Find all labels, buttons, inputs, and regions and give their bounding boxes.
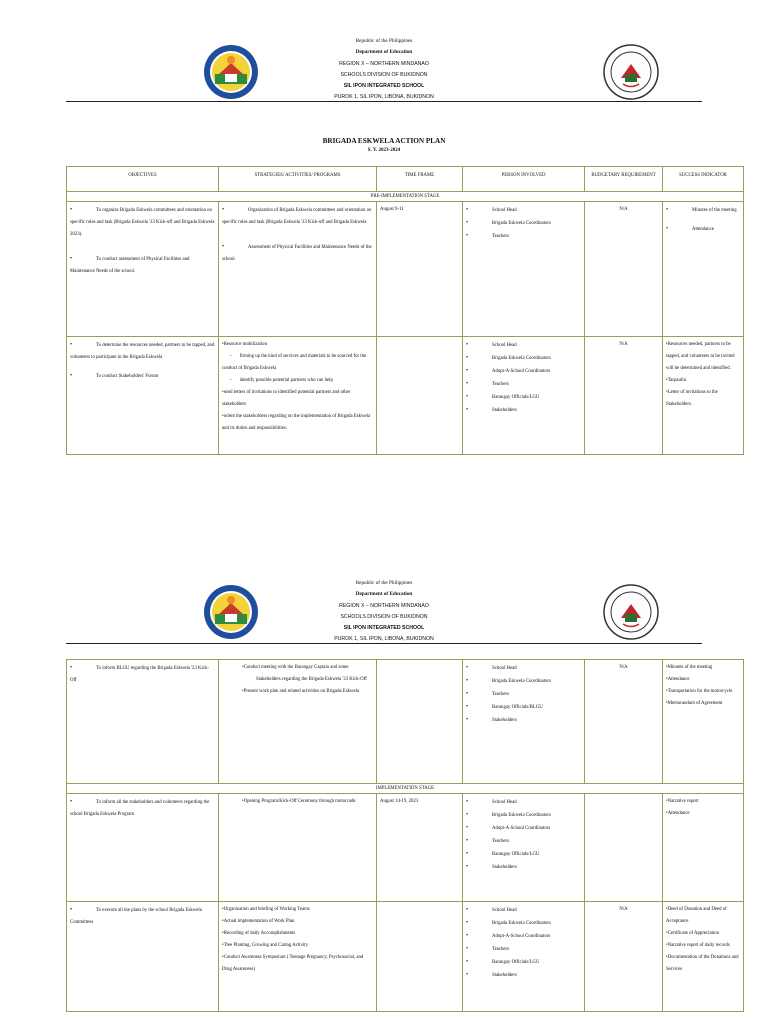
objectives-cell: • To inform all the stakeholders and volunteers regarding the school Brigada Eskwela Program (67, 794, 219, 902)
list-item: • Brigada Eskwela Coordinators (466, 220, 551, 226)
table-header-row (67, 167, 744, 192)
school-address: PUROK 1, SIL IPON, LIBONA, BUKIDNON (334, 94, 434, 101)
col-person-involved: PERSON INVOLVED (463, 167, 585, 192)
list-item: • Stakeholders (466, 972, 517, 978)
republic-line: Republic of the Philippines (355, 38, 413, 44)
action-plan-table-continued (66, 659, 744, 1012)
region-line: REGION X – NORTHERN MINDANAO (339, 60, 429, 67)
table-row (67, 660, 744, 784)
list-item: • Teachers (466, 691, 509, 697)
col-success-indicator: SUCCESS INDICATOR (663, 167, 744, 192)
school-name: SIL IPON INTEGRATED SCHOOL (343, 625, 425, 632)
objectives-cell: • To execute all the plans by the school Brigada Eskwela Committees (67, 902, 219, 1012)
list-item: • Teachers (466, 838, 509, 844)
list-item: • School Head (466, 665, 517, 671)
stage-label: IMPLEMENTATION STAGE (67, 784, 744, 794)
success-indicator-cell: •Resources needed, partners to be tapped, and volunteers to be invited will be determined and identified. •Tarpaulin •Letter of invitations to the Stakeholders. (663, 337, 744, 455)
list-item: • Barangay Officials/BLGU (466, 704, 543, 710)
department-line: Department of Education (355, 591, 413, 598)
col-budget: BUDGETARY REQUIREMENT (585, 167, 663, 192)
list-item: • School Head (466, 342, 517, 348)
list-item: • Barangay Officials/LGU (466, 851, 540, 857)
list-item: • Teachers (466, 381, 509, 387)
strategies-cell: • Organization of Brigada Eskwela committees and orientation on specific roles and task (Brigada Eskwela '23 Kick-off and Brigada Eskwela • Assessment of Physical Facilities and Maintenance Needs of the school. (219, 202, 377, 337)
header-rule (66, 643, 702, 644)
objectives-cell: • To determine the resources needed, partners to be tapped, and volunteers to participate in the Brigada Eskwela • To conduct Stakeholders' Forum (67, 337, 219, 455)
objectives-cell: • To organize Brigada Eskwela committees and orientation on specific roles and task (Brigada Eskwela '23 Kick-off and Brigada Eskwela 2023). • To conduct assessment of Physical Facilities and Maintenance Needs of the school. (67, 202, 219, 337)
success-indicator-cell: •Minutes of the meeting •Attendance •Transportation for the motorcycle •Memorandum of Agreement (663, 660, 744, 784)
list-item: • Stakeholders (466, 864, 517, 870)
time-frame-cell (377, 902, 463, 1012)
person-involved-cell (463, 337, 585, 455)
table-row (67, 794, 744, 902)
strategies-cell: •Organization and briefing of Working Teams •Actual implementation of Work Plan •Recording of daily Accomplishments •Tree Planting, Growing and Caring Activity •Conduct Awareness Symposium ( Teenage Pregnancy, Psychosocial, and Drug Awareness) (219, 902, 377, 1012)
list-item: • Teachers (466, 233, 509, 239)
list-item: • Brigada Eskwela Coordinators (466, 355, 551, 361)
table-row (67, 202, 744, 337)
budget-cell: N/A (585, 660, 663, 784)
letterhead-text (0, 36, 768, 104)
budget-cell: N/A (585, 337, 663, 455)
department-line: Department of Education (355, 49, 413, 56)
stage-label: PRE-IMPLEMENTATION STAGE (67, 192, 744, 202)
list-item: • School Head (466, 907, 517, 913)
table-row (67, 337, 744, 455)
list-item: • Adopt-A-School Coordinators (466, 368, 551, 374)
time-frame-cell (377, 337, 463, 455)
school-year: S. Y. 2023-2024 (367, 148, 401, 153)
list-item: • Adopt-A-School Coordinators (466, 933, 551, 939)
col-strategies: STRATEGIES/ ACTIVITIES/ PROGRAMS (219, 167, 377, 192)
school-name: SIL IPON INTEGRATED SCHOOL (343, 83, 425, 90)
document-title: BRIGADA ESKWELA ACTION PLAN (322, 137, 446, 145)
list-item: • Teachers (466, 946, 509, 952)
list-item: • Barangay Officials/LGU (466, 394, 540, 400)
person-involved-cell (463, 660, 585, 784)
letterhead-text (0, 578, 768, 646)
strategies-cell: •Resource mobilization - firming up the kind of services and materials to be sourced for the conduct of Brigada Eskwela - identify possible potential partners who can help •send letters of invitations to identified potential partners and other stakeholders •orient the stakeholders regarding on the implementation of Brigada Eskwela and its duties and responsibilities. (219, 337, 377, 455)
person-involved-cell (463, 902, 585, 1012)
school-address: PUROK 1, SIL IPON, LIBONA, BUKIDNON (334, 636, 434, 643)
list-item: • Brigada Eskwela Coordinators (466, 678, 551, 684)
list-item: • School Head (466, 799, 517, 805)
stage-row-pre (67, 192, 744, 202)
budget-cell: N/A (585, 202, 663, 337)
list-item: • Brigada Eskwela Coordinators (466, 812, 551, 818)
letterhead (0, 0, 768, 104)
page-2 (0, 570, 768, 978)
action-plan-table (66, 166, 744, 455)
objectives-cell: • To inform BLGU regarding the Brigada Eskwela '23 Kick-Off (67, 660, 219, 784)
time-frame-cell: August 9-11 (377, 202, 463, 337)
col-time-frame: TIME FRAME (377, 167, 463, 192)
list-item: • Barangay Officials/LGU (466, 959, 540, 965)
time-frame-cell (377, 660, 463, 784)
person-involved-cell (463, 794, 585, 902)
header-rule (66, 101, 702, 102)
list-item: • School Head (466, 207, 517, 213)
list-item: • Brigada Eskwela Coordinators (466, 920, 551, 926)
division-line: SCHOOLS DIVISION OF BUKIDNON (340, 613, 428, 620)
republic-line: Republic of the Philippines (355, 580, 413, 586)
division-line: SCHOOLS DIVISION OF BUKIDNON (340, 71, 428, 78)
list-item: • Stakeholders (466, 407, 517, 413)
col-objectives: OBJECTIVES (67, 167, 219, 192)
page-1 (0, 0, 768, 431)
success-indicator-cell: • Minutes of the meeting • Attendance (663, 202, 744, 337)
time-frame-cell: August 14-19, 2023 (377, 794, 463, 902)
budget-cell (585, 794, 663, 902)
success-indicator-cell: •Deed of Donation and Deed of Acceptance •Certificate of Appreciation •Narrative report of daily records •Documentation of the Donations and Services (663, 902, 744, 1012)
strategies-cell: •Opening Program/Kick-Off Ceremony through motorcade (219, 794, 377, 902)
strategies-cell: •Conduct meeting with the Barangay Captain and some Stakeholders regarding the Brigada Eskwela '23 Kick-Off •Present work plan and related activities on Brigada Eskwela (219, 660, 377, 784)
person-involved-cell (463, 202, 585, 337)
list-item: • Adopt-A-School Coordinators (466, 825, 551, 831)
table-row (67, 902, 744, 1012)
list-item: • Stakeholders (466, 717, 517, 723)
budget-cell: N/A (585, 902, 663, 1012)
success-indicator-cell: •Narrative report •Attendance (663, 794, 744, 902)
stage-row-implementation (67, 784, 744, 794)
region-line: REGION X – NORTHERN MINDANAO (339, 602, 429, 609)
